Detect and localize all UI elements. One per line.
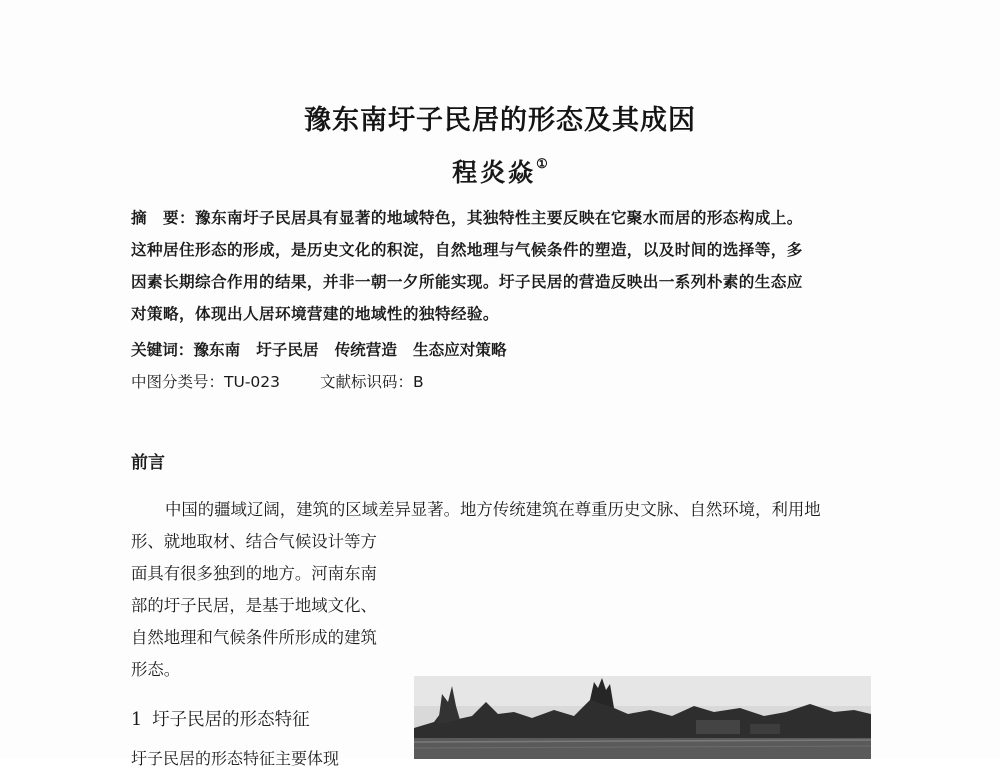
- keyword: 豫东南: [193, 340, 241, 359]
- intro-line: 自然地理和气候条件所形成的建筑: [131, 628, 377, 647]
- classification-number: 中图分类号：TU-023: [131, 373, 280, 391]
- keyword: 生态应对策略: [412, 340, 507, 359]
- photo-house: [696, 720, 740, 734]
- abstract-line: 对策略，体现出人居环境营建的地域性的独特经验。: [131, 304, 499, 323]
- intro-line: 形、就地取材、结合气候设计等方: [131, 532, 377, 551]
- subsection-title: 圩子民居的形态特征: [152, 710, 310, 730]
- keywords-label: 关键词：: [131, 340, 194, 359]
- village-photo-image: [414, 676, 871, 759]
- document-code: 文献标识码：B: [320, 373, 424, 391]
- intro-line: 面具有很多独到的地方。河南东南: [131, 564, 377, 583]
- keywords: [131, 338, 523, 362]
- intro-line: 部的圩子民居，是基于地域文化、: [131, 596, 377, 615]
- cut-off-text-line: 圩子民居的形态特征主要体现: [131, 749, 340, 768]
- keyword: 传统营造: [334, 340, 397, 359]
- abstract-line: 因素长期综合作用的结果，并非一朝一夕所能实现。圩子民居的营造反映出一系列朴素的生态应: [131, 272, 803, 291]
- paper-title: 豫东南圩子民居的形态及其成因: [304, 105, 696, 136]
- village-photo: [414, 676, 871, 759]
- intro-paragraph-column: [131, 526, 421, 686]
- subsection-heading: [131, 706, 310, 731]
- intro-line: 形态。: [131, 660, 181, 679]
- photo-haze: [414, 676, 871, 706]
- author-footnote-mark: ①: [536, 156, 548, 172]
- intro-paragraph-first-line: 中国的疆域辽阔，建筑的区域差异显著。地方传统建筑在尊重历史文脉、自然环境，利用地: [165, 500, 821, 519]
- photo-house: [750, 724, 780, 734]
- section-heading-preface: 前言: [131, 453, 165, 473]
- keyword: 圩子民居: [256, 340, 319, 359]
- author-name: [0, 153, 1000, 189]
- abstract-line: 摘 要：豫东南圩子民居具有显著的地域特色，其独特性主要反映在它聚水而居的形态构成上。: [131, 208, 803, 227]
- classification-line: [131, 370, 424, 394]
- abstract-line: 这种居住形态的形成，是历史文化的积淀，自然地理与气候条件的塑造，以及时间的选择等，多: [131, 240, 803, 259]
- author-name-text: 程炎焱: [452, 158, 537, 187]
- subsection-number: 1: [131, 710, 143, 730]
- abstract: [131, 202, 871, 330]
